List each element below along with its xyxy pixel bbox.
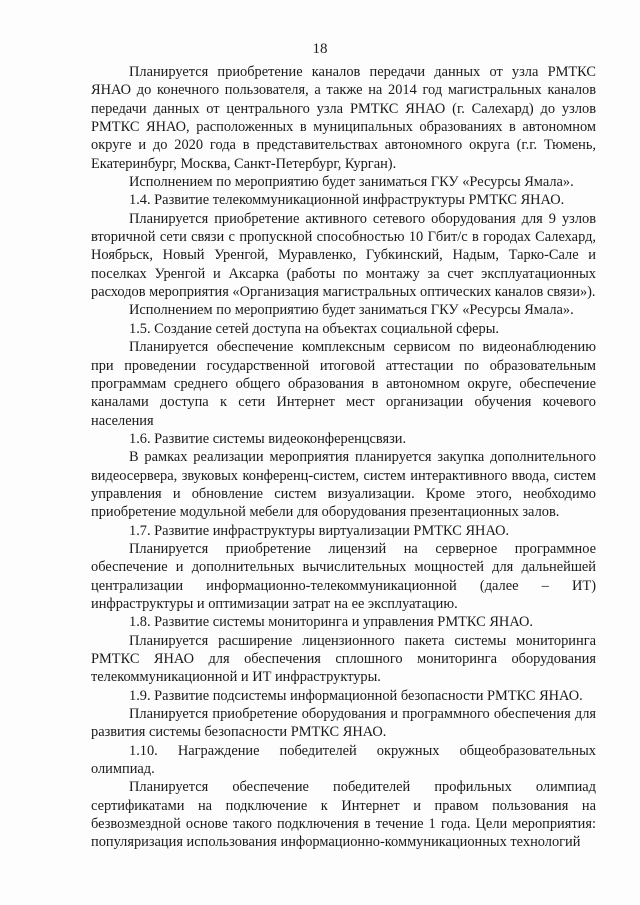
page-number: 18: [312, 41, 328, 57]
section-heading: 1.8. Развитие системы мониторинга и управления РМТКС ЯНАО.: [129, 614, 533, 631]
paragraph: В рамках реализации мероприятия планируется закупка дополнительного видеосервера, звуковых конференц-систем, систем интерактивного ввода, систем управления и обновление систем визуализации. Кроме этого, необходимо приобретение модульной мебели для оборудования презентационных залов.: [91, 449, 596, 521]
section-heading: 1.5. Создание сетей доступа на объектах социальной сферы.: [129, 320, 499, 337]
paragraph: Планируется обеспечение победителей профильных олимпиад сертификатами на подключение к Интернет и правом пользования на безвозмездной основе такого подключения в течение 1 года. Цели мероприятия: популяризация использования информационно-коммуникационных технологий: [91, 779, 596, 851]
paragraph: Планируется приобретение каналов передачи данных от узла РМТКС ЯНАО до конечного пользователя, а также на 2014 год магистральных каналов передачи данных от центрального узла РМТКС ЯНАО (г. Салехард) до узлов РМТКС ЯНАО, расположенных в муниципальных образованиях в автономном округе и до 2020 года в представительствах автономного округа (г.г. Тюмень, Екатеринбург, Москва, Санкт-Петербург, Курган).: [91, 64, 596, 172]
section-heading: 1.6. Развитие системы видеоконференцсвязи.: [129, 430, 407, 447]
section-heading: 1.4. Развитие телекоммуникационной инфраструктуры РМТКС ЯНАО.: [129, 192, 565, 209]
paragraph: Планируется обеспечение комплексным сервисом по видеонаблюдению при проведении государственной итоговой аттестации по образовательным программам среднего общего образования в автономном округе, обеспечение каналами доступа к сети Интернет мест организации обучения кочевого населения: [91, 339, 596, 429]
paragraph: Исполнением по мероприятию будет заниматься ГКУ «Ресурсы Ямала».: [129, 174, 574, 191]
paragraph: Планируется расширение лицензионного пакета системы мониторинга РМТКС ЯНАО для обеспечения сплошного мониторинга оборудования телекоммуникационной и ИТ инфраструктуры.: [91, 632, 596, 686]
section-heading: 1.9. Развитие подсистемы информационной безопасности РМТКС ЯНАО.: [129, 687, 583, 704]
section-heading: 1.7. Развитие инфраструктуры виртуализации РМТКС ЯНАО.: [129, 522, 510, 539]
paragraph: Планируется приобретение оборудования и программного обеспечения для развития системы безопасности РМТКС ЯНАО.: [91, 706, 596, 741]
body-text: [91, 63, 596, 852]
paragraph: Планируется приобретение активного сетевого оборудования для 9 узлов вторичной сети связи с пропускной способностью 10 Гбит/с в городах Салехард, Ноябрьск, Новый Уренгой, Муравленко, Губкинский, Надым, Тарко-Сале и поселках Уренгой и Аксарка (работы по монтажу за счет эксплуатационных расходов мероприятия «Организация магистральных оптических каналов связи»).: [91, 210, 596, 301]
section-heading: 1.10. Награждение победителей окружных общеобразовательных олимпиад.: [91, 742, 596, 778]
paragraph: Исполнением по мероприятию будет заниматься ГКУ «Ресурсы Ямала».: [129, 302, 574, 319]
paragraph: Планируется приобретение лицензий на серверное программное обеспечение и дополнительных вычислительных мощностей для дальнейшей централизации информационно-телекоммуникационной (далее – ИТ) инфраструктуры и оптимизации затрат на ее эксплуатацию.: [91, 540, 596, 612]
